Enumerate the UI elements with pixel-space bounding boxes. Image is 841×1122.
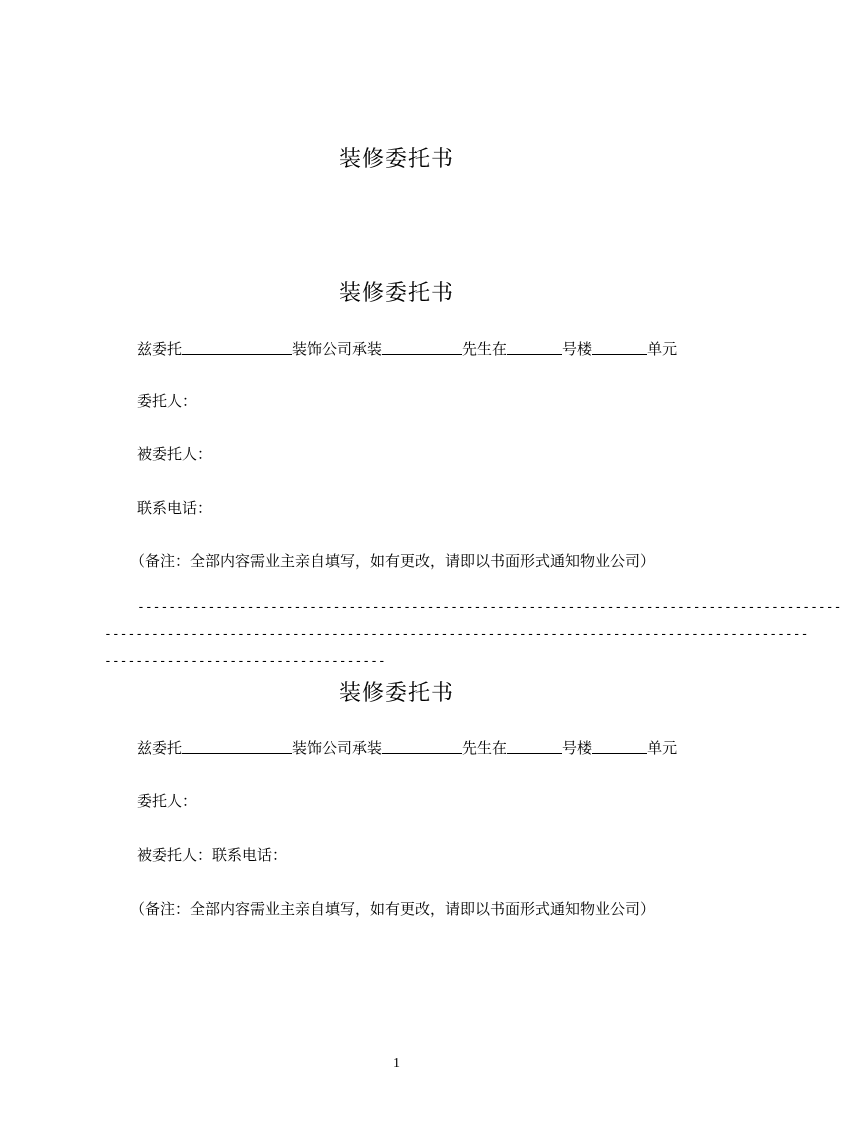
form1-phone-label: 联系电话： (137, 499, 213, 517)
form2-note: （备注：全部内容需业主亲自填写，如有更改，请即以书面形式通知物业公司） (130, 900, 656, 918)
building-blank[interactable] (507, 340, 562, 355)
owner-name-blank[interactable] (382, 739, 462, 754)
form2-client-label: 委托人： (137, 792, 198, 810)
intro-text: 兹委托 (137, 739, 183, 757)
owner-name-blank[interactable] (382, 340, 462, 355)
intro-text: 号楼 (562, 340, 593, 358)
page-number: 1 (393, 1056, 400, 1071)
form2-agent-phone-label: 被委托人：联系电话： (137, 846, 288, 864)
intro-text: 先生在 (462, 739, 508, 757)
page-title: 装修委托书 (338, 147, 454, 172)
intro-text: 兹委托 (137, 340, 183, 358)
cut-line-1: ------------------------------------------------------------------------------------------ (137, 600, 841, 615)
cut-line-3: ------------------------------------ (104, 654, 386, 669)
form2-title: 装修委托书 (338, 681, 454, 706)
unit-blank[interactable] (592, 340, 647, 355)
form1-intro-line (137, 338, 677, 359)
building-blank[interactable] (507, 739, 562, 754)
intro-text: 装饰公司承装 (292, 739, 383, 757)
form2-intro-line (137, 737, 677, 758)
intro-text: 单元 (647, 340, 678, 358)
form1-note: （备注：全部内容需业主亲自填写，如有更改，请即以书面形式通知物业公司） (130, 552, 656, 570)
intro-text: 单元 (647, 739, 678, 757)
company-blank[interactable] (182, 340, 292, 355)
form1-title: 装修委托书 (338, 281, 454, 306)
intro-text: 号楼 (562, 739, 593, 757)
company-blank[interactable] (182, 739, 292, 754)
form1-client-label: 委托人： (137, 392, 198, 410)
form1-agent-label: 被委托人： (137, 445, 213, 463)
unit-blank[interactable] (592, 739, 647, 754)
intro-text: 先生在 (462, 340, 508, 358)
intro-text: 装饰公司承装 (292, 340, 383, 358)
cut-line-2: ------------------------------------------------------------------------------------------ (104, 627, 809, 642)
